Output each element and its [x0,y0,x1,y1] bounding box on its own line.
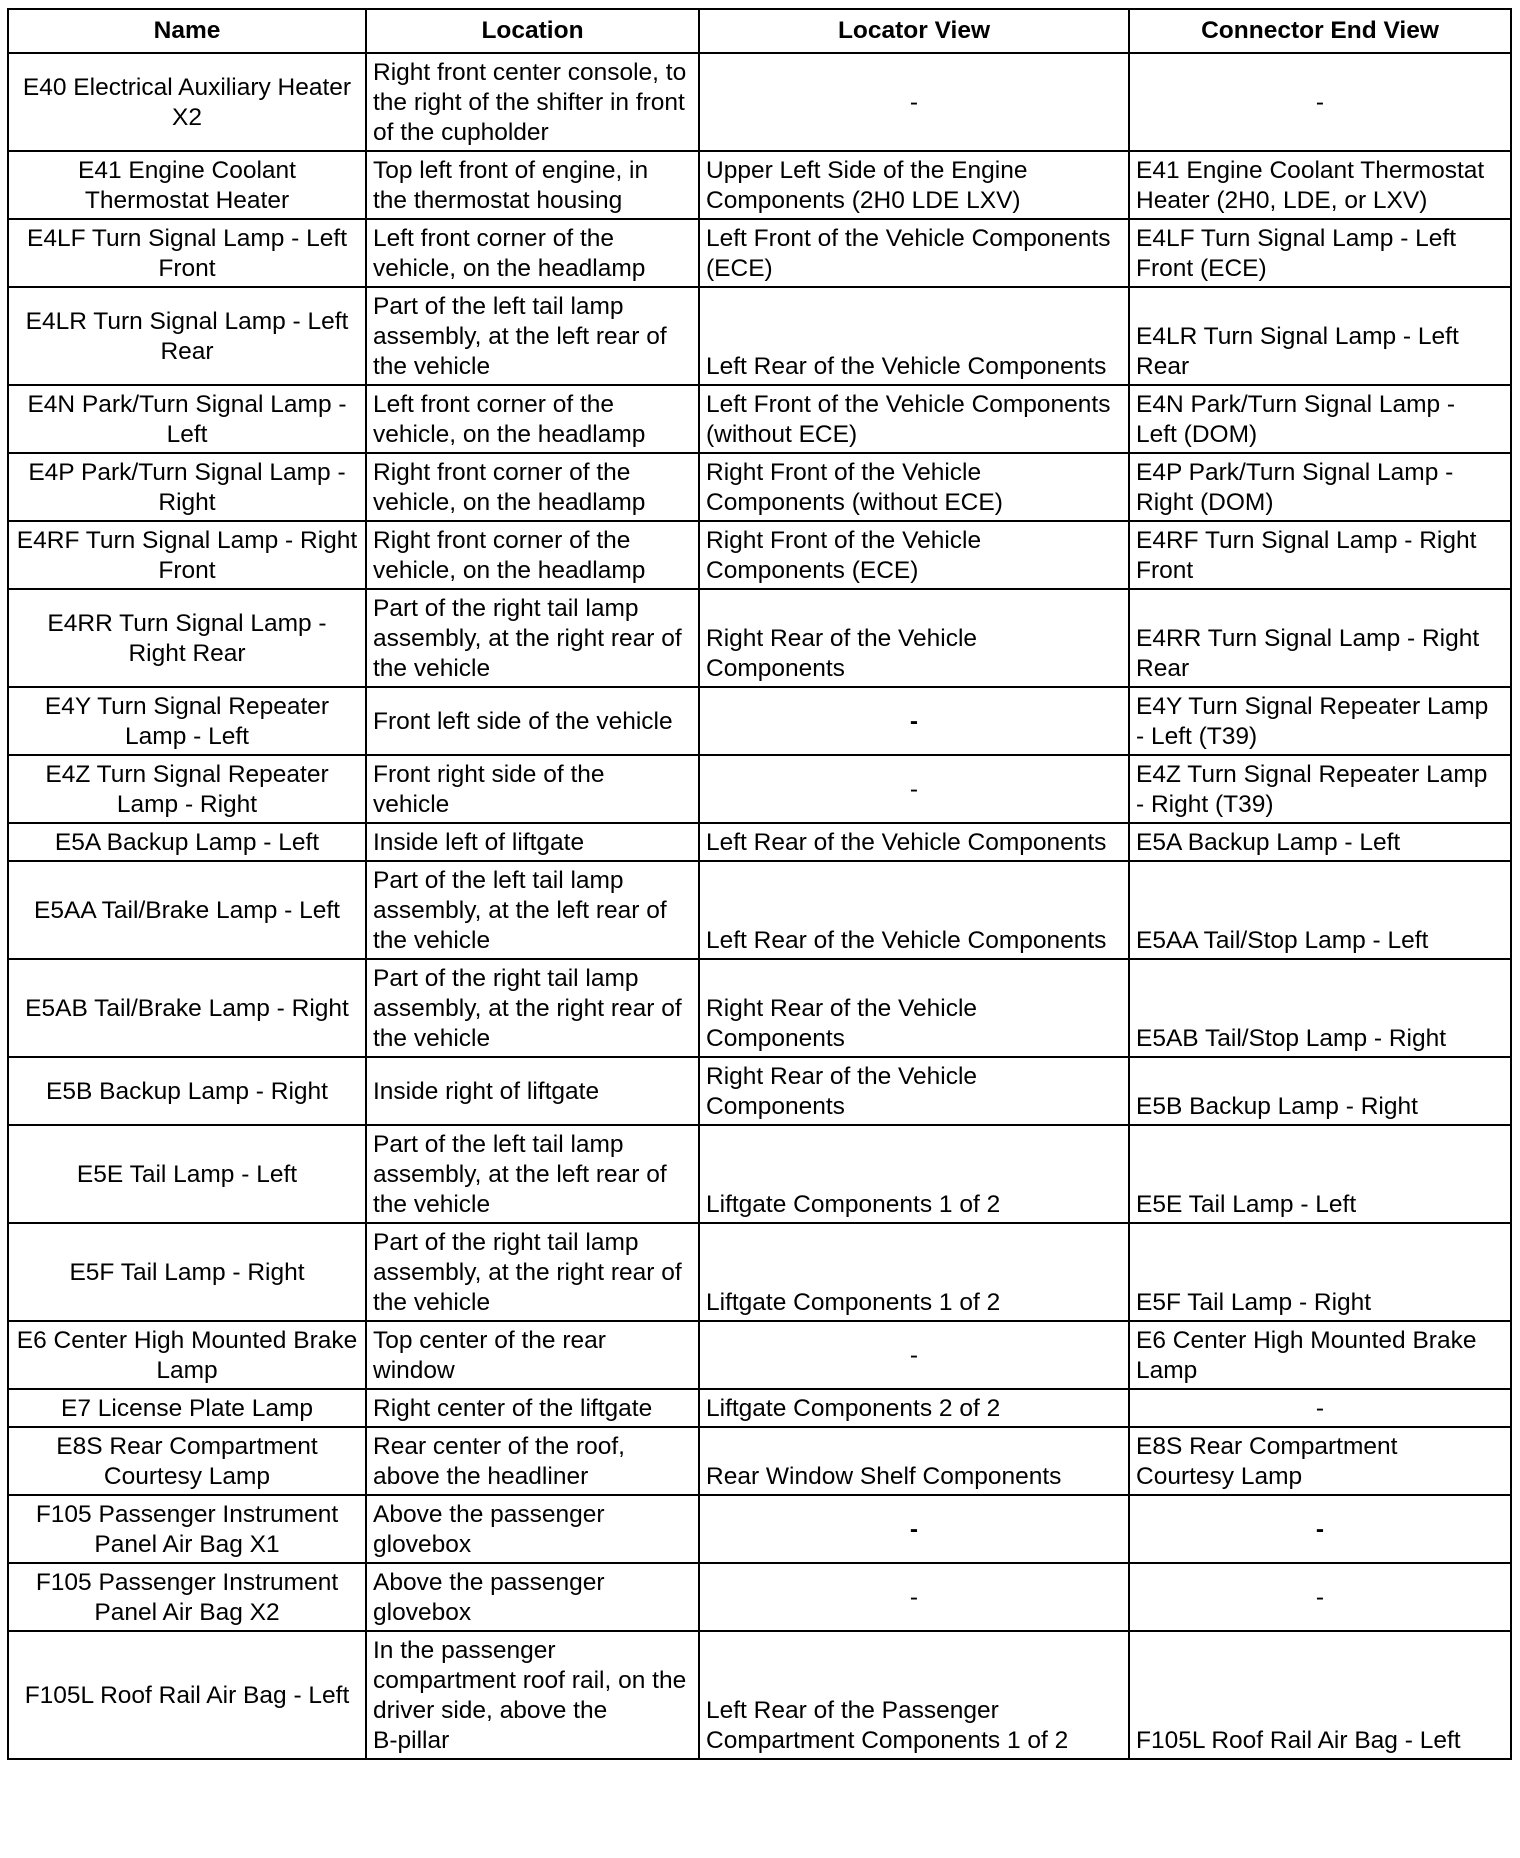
cell-locator-view: - [699,1321,1129,1389]
cell-name: E8S Rear Compartment Courtesy Lamp [8,1427,366,1495]
cell-locator-view: Left Rear of the Vehicle Components [699,823,1129,861]
cell-name: E4LR Turn Signal Lamp - Left Rear [8,287,366,385]
table-row [8,385,1511,453]
cell-location: Inside left of liftgate [366,823,699,861]
header-location: Location [366,9,699,53]
cell-locator-view: Liftgate Components 1 of 2 [699,1125,1129,1223]
cell-location: Rear center of the roof, above the headliner [366,1427,699,1495]
cell-location: Left front corner of the vehicle, on the headlamp [366,385,699,453]
table-row [8,959,1511,1057]
cell-locator-view: - [699,53,1129,151]
cell-connector-end-view: E5F Tail Lamp - Right [1129,1223,1511,1321]
cell-connector-end-view: E4Z Turn Signal Repeater Lamp - Right (T39) [1129,755,1511,823]
table-row [8,1057,1511,1125]
cell-locator-view: Left Front of the Vehicle Components (ECE) [699,219,1129,287]
table-row [8,287,1511,385]
table-row [8,219,1511,287]
header-connector-end-view: Connector End View [1129,9,1511,53]
cell-locator-view: Liftgate Components 2 of 2 [699,1389,1129,1427]
cell-locator-view: Left Rear of the Vehicle Components [699,861,1129,959]
cell-name: E4Z Turn Signal Repeater Lamp - Right [8,755,366,823]
cell-connector-end-view: - [1129,1495,1511,1563]
header-locator-view: Locator View [699,9,1129,53]
cell-connector-end-view: E4Y Turn Signal Repeater Lamp - Left (T39) [1129,687,1511,755]
cell-name: E40 Electrical Auxiliary Heater X2 [8,53,366,151]
cell-location: Part of the right tail lamp assembly, at the right rear of the vehicle [366,589,699,687]
cell-name: E5B Backup Lamp - Right [8,1057,366,1125]
cell-location: Right center of the liftgate [366,1389,699,1427]
table-row [8,1223,1511,1321]
cell-name: E7 License Plate Lamp [8,1389,366,1427]
cell-locator-view: - [699,687,1129,755]
cell-location: Right front center console, to the right of the shifter in front of the cupholder [366,53,699,151]
cell-locator-view: Rear Window Shelf Components [699,1427,1129,1495]
cell-connector-end-view: E5AA Tail/Stop Lamp - Left [1129,861,1511,959]
cell-name: E6 Center High Mounted Brake Lamp [8,1321,366,1389]
table-row [8,453,1511,521]
cell-name: E4P Park/Turn Signal Lamp - Right [8,453,366,521]
cell-locator-view: Right Front of the Vehicle Components (without ECE) [699,453,1129,521]
cell-location: Part of the left tail lamp assembly, at the left rear of the vehicle [366,1125,699,1223]
cell-location: Part of the right tail lamp assembly, at the right rear of the vehicle [366,959,699,1057]
table-row [8,521,1511,589]
table-row [8,755,1511,823]
cell-name: E4N Park/Turn Signal Lamp - Left [8,385,366,453]
connector-table [7,8,1512,1760]
header-row [8,9,1511,53]
cell-name: E5A Backup Lamp - Left [8,823,366,861]
cell-locator-view: Left Front of the Vehicle Components (without ECE) [699,385,1129,453]
cell-connector-end-view: E4LF Turn Signal Lamp - Left Front (ECE) [1129,219,1511,287]
cell-name: F105L Roof Rail Air Bag - Left [8,1631,366,1759]
cell-locator-view: Right Rear of the Vehicle Components [699,589,1129,687]
cell-location: Part of the right tail lamp assembly, at the right rear of the vehicle [366,1223,699,1321]
cell-location: Front right side of the vehicle [366,755,699,823]
cell-location: Top left front of engine, in the thermostat housing [366,151,699,219]
cell-connector-end-view: - [1129,53,1511,151]
cell-location: Left front corner of the vehicle, on the headlamp [366,219,699,287]
cell-connector-end-view: E5A Backup Lamp - Left [1129,823,1511,861]
cell-connector-end-view: - [1129,1563,1511,1631]
table-row [8,1563,1511,1631]
table-row [8,589,1511,687]
cell-locator-view: Right Front of the Vehicle Components (ECE) [699,521,1129,589]
cell-name: E5AA Tail/Brake Lamp - Left [8,861,366,959]
cell-location: Part of the left tail lamp assembly, at the left rear of the vehicle [366,287,699,385]
cell-locator-view: Right Rear of the Vehicle Components [699,959,1129,1057]
cell-location: In the passenger compartment roof rail, on the driver side, above the B-pillar [366,1631,699,1759]
cell-connector-end-view: E5B Backup Lamp - Right [1129,1057,1511,1125]
cell-location: Above the passenger glovebox [366,1563,699,1631]
table-row [8,1321,1511,1389]
cell-connector-end-view: E8S Rear Compartment Courtesy Lamp [1129,1427,1511,1495]
cell-locator-view: - [699,755,1129,823]
table-row [8,687,1511,755]
cell-name: E41 Engine Coolant Thermostat Heater [8,151,366,219]
cell-locator-view: Liftgate Components 1 of 2 [699,1223,1129,1321]
cell-name: F105 Passenger Instrument Panel Air Bag X1 [8,1495,366,1563]
table-row [8,151,1511,219]
table-row [8,1495,1511,1563]
cell-name: E5AB Tail/Brake Lamp - Right [8,959,366,1057]
cell-location: Top center of the rear window [366,1321,699,1389]
cell-connector-end-view: - [1129,1389,1511,1427]
table-row [8,1125,1511,1223]
cell-connector-end-view: F105L Roof Rail Air Bag - Left [1129,1631,1511,1759]
cell-connector-end-view: E41 Engine Coolant Thermostat Heater (2H0, LDE, or LXV) [1129,151,1511,219]
table-row [8,1389,1511,1427]
cell-locator-view: Right Rear of the Vehicle Components [699,1057,1129,1125]
cell-name: E4Y Turn Signal Repeater Lamp - Left [8,687,366,755]
cell-location: Front left side of the vehicle [366,687,699,755]
header-name: Name [8,9,366,53]
cell-name: E5E Tail Lamp - Left [8,1125,366,1223]
cell-connector-end-view: E5AB Tail/Stop Lamp - Right [1129,959,1511,1057]
cell-name: E4RF Turn Signal Lamp - Right Front [8,521,366,589]
cell-connector-end-view: E4LR Turn Signal Lamp - Left Rear [1129,287,1511,385]
cell-location: Right front corner of the vehicle, on the headlamp [366,521,699,589]
table-row [8,861,1511,959]
cell-connector-end-view: E4P Park/Turn Signal Lamp - Right (DOM) [1129,453,1511,521]
cell-name: E4LF Turn Signal Lamp - Left Front [8,219,366,287]
cell-location: Above the passenger glovebox [366,1495,699,1563]
cell-connector-end-view: E6 Center High Mounted Brake Lamp [1129,1321,1511,1389]
cell-name: E4RR Turn Signal Lamp - Right Rear [8,589,366,687]
cell-location: Inside right of liftgate [366,1057,699,1125]
table-row [8,1427,1511,1495]
table-row [8,1631,1511,1759]
table-body [8,53,1511,1759]
table-row [8,823,1511,861]
cell-locator-view: Left Rear of the Passenger Compartment Components 1 of 2 [699,1631,1129,1759]
cell-locator-view: - [699,1563,1129,1631]
cell-connector-end-view: E5E Tail Lamp - Left [1129,1125,1511,1223]
table-header [8,9,1511,53]
cell-connector-end-view: E4RF Turn Signal Lamp - Right Front [1129,521,1511,589]
cell-locator-view: - [699,1495,1129,1563]
table-row [8,53,1511,151]
cell-location: Part of the left tail lamp assembly, at the left rear of the vehicle [366,861,699,959]
cell-name: F105 Passenger Instrument Panel Air Bag X2 [8,1563,366,1631]
cell-name: E5F Tail Lamp - Right [8,1223,366,1321]
cell-locator-view: Left Rear of the Vehicle Components [699,287,1129,385]
cell-locator-view: Upper Left Side of the Engine Components (2H0 LDE LXV) [699,151,1129,219]
cell-location: Right front corner of the vehicle, on the headlamp [366,453,699,521]
cell-connector-end-view: E4RR Turn Signal Lamp - Right Rear [1129,589,1511,687]
cell-connector-end-view: E4N Park/Turn Signal Lamp - Left (DOM) [1129,385,1511,453]
